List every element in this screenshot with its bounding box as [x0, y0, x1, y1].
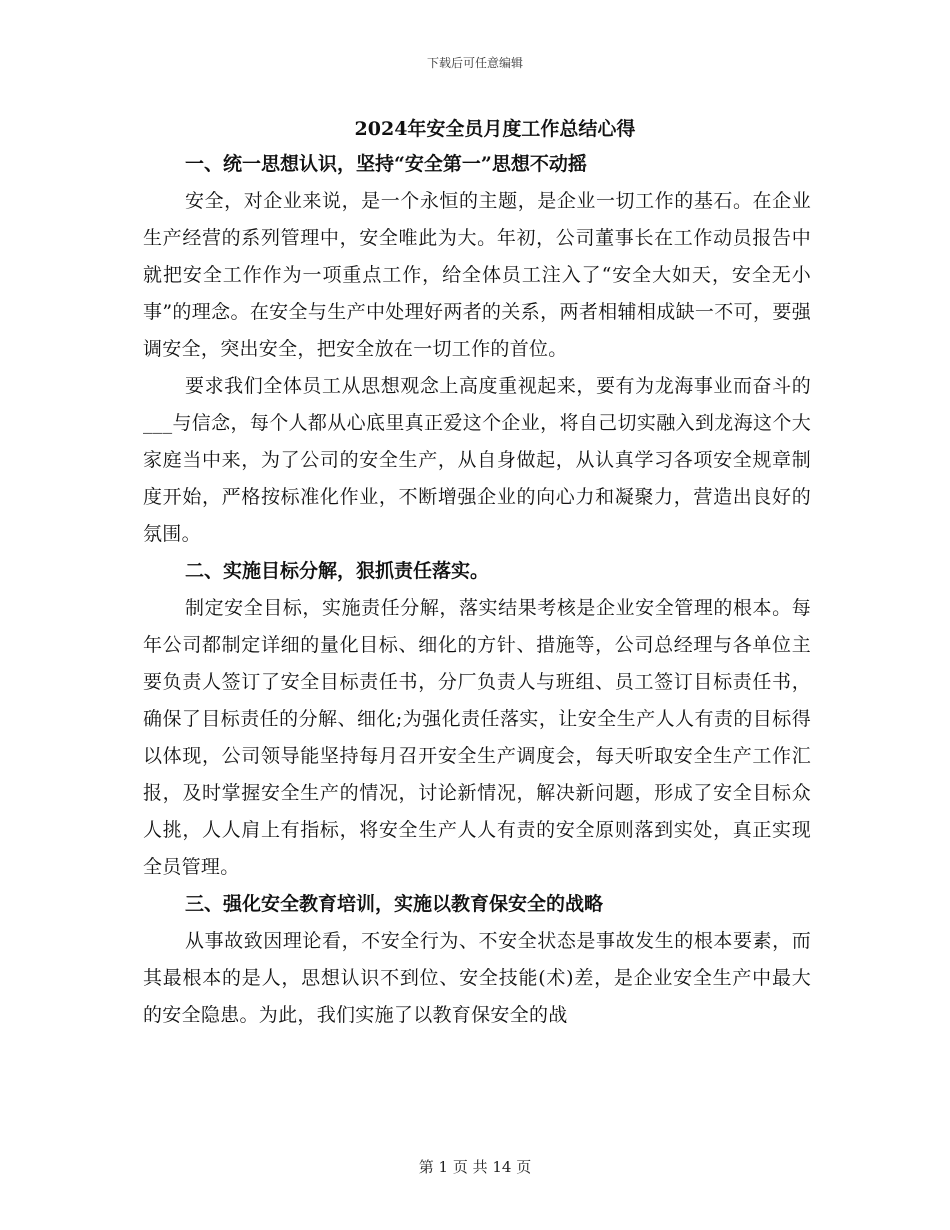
section-3: [143, 886, 811, 1034]
section-heading: 三、强化安全教育培训，实施以教育保安全的战略: [185, 893, 604, 915]
body-paragraph: 从事故致因理论看，不安全行为、不安全状态是事故发生的根本要素，而其最根本的是人，思想认识不到位、安全技能(术)差，是企业安全生产中最大的安全隐患。为此，我们实施了以教育保安全的战: [143, 930, 811, 1026]
document-body: [143, 146, 811, 1034]
page-number: 第 1 页 共 14 页: [418, 1158, 532, 1176]
body-paragraph: 安全，对企业来说，是一个永恒的主题，是企业一切工作的基石。在企业生产经营的系列管理中，安全唯此为大。年初，公司董事长在工作动员报告中就把安全工作作为一项重点工作，给全体员工注入了“安全大如天，安全无小事”的理念。在安全与生产中处理好两者的关系，两者相辅相成缺一不可，要强调安全，突出安全，把安全放在一切工作的首位。: [143, 190, 811, 360]
section-2: [143, 553, 811, 886]
section-heading: 一、统一思想认识，坚持“安全第一”思想不动摇: [185, 153, 587, 175]
body-paragraph: 要求我们全体员工从思想观念上高度重视起来，要有为龙海事业而奋斗的___与信念，每个人都从心底里真正爱这个企业，将自己切实融入到龙海这个大家庭当中来，为了公司的安全生产，从自身做起，从认真学习各项安全规章制度开始，严格按标准化作业，不断增强企业的向心力和凝聚力，营造出良好的氛围。: [143, 375, 811, 545]
body-paragraph: 制定安全目标，实施责任分解，落实结果考核是企业安全管理的根本。每年公司都制定详细的量化目标、细化的方针、措施等，公司总经理与各单位主要负责人签订了安全目标责任书，分厂负责人与班组、员工签订目标责任书，确保了目标责任的分解、细化;为强化责任落实，让安全生产人人有责的目标得以体现，公司领导能坚持每月召开安全生产调度会，每天听取安全生产工作汇报，及时掌握安全生产的情况，讨论新情况，解决新问题，形成了安全目标众人挑，人人肩上有指标，将安全生产人人有责的安全原则落到实处，真正实现全员管理。: [143, 597, 811, 878]
page-header-note: 下载后可任意编辑: [426, 56, 523, 70]
section-1: [143, 146, 811, 553]
section-heading: 二、实施目标分解，狠抓责任落实。: [185, 560, 490, 582]
document-title: 2024年安全员月度工作总结心得: [354, 118, 636, 140]
